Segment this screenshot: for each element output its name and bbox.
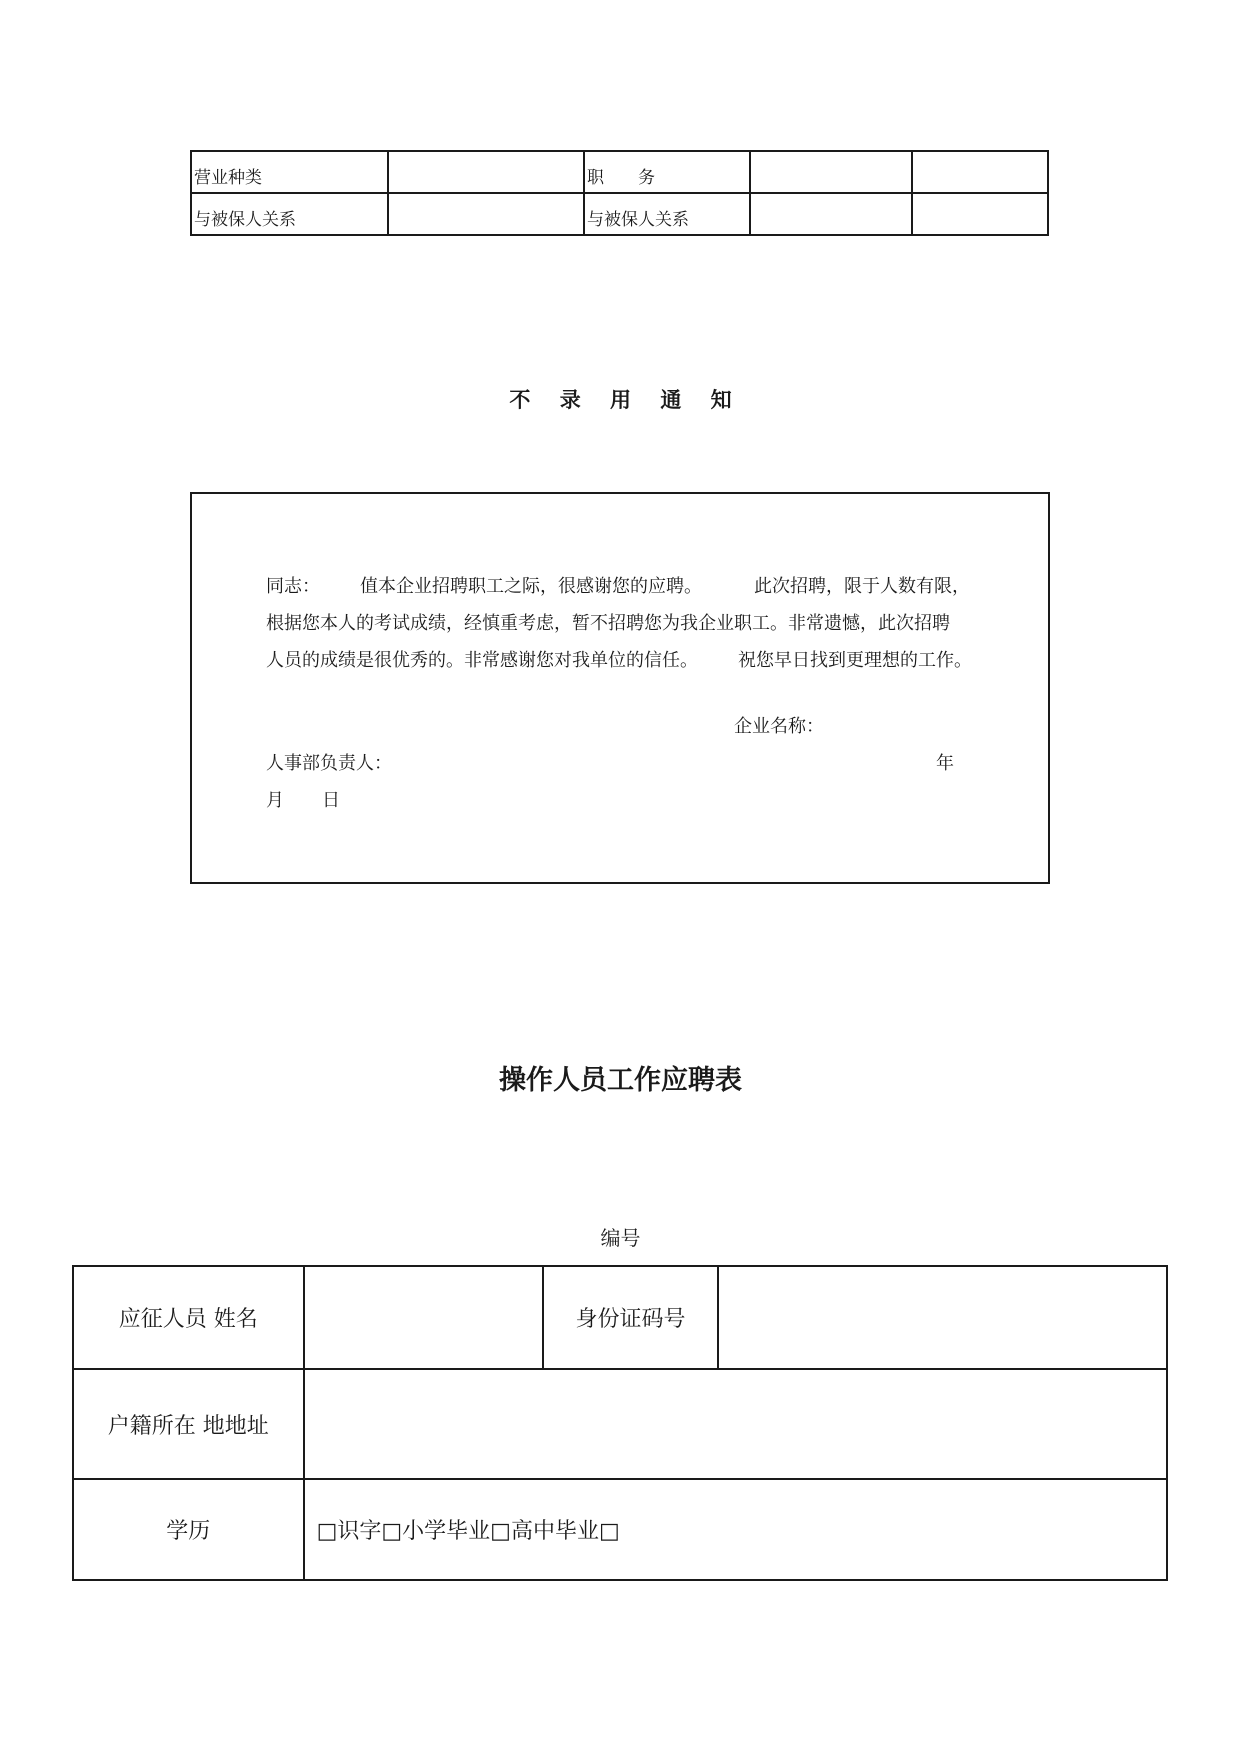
relation-cell[interactable] [388, 193, 584, 235]
business-type-cell[interactable] [388, 151, 584, 193]
extra-cell[interactable] [912, 151, 1048, 193]
table-row [73, 1369, 1167, 1479]
year-label: 年 [936, 753, 954, 774]
notice-text: 值本企业招聘职工之际，很感谢您的应聘。 [360, 576, 702, 597]
serial-number-label: 编号 [600, 1226, 641, 1250]
id-number-label: 身份证码号 [543, 1266, 718, 1369]
application-form-table [72, 1265, 1168, 1581]
household-address-field[interactable] [304, 1369, 1167, 1479]
notice-title-char: 通 [660, 388, 682, 412]
relation-label-2: 与被保人关系 [584, 193, 750, 235]
table-row [191, 151, 1048, 193]
notice-text: 此次招聘，限于人数有限， [754, 576, 970, 597]
notice-title-char: 知 [710, 388, 732, 412]
relation-cell-2[interactable] [750, 193, 913, 235]
position-cell[interactable] [750, 151, 913, 193]
notice-title [0, 384, 1241, 414]
rejection-notice-box [190, 492, 1050, 884]
position-label: 职 务 [584, 151, 750, 193]
table-row [73, 1479, 1167, 1580]
notice-text: 祝您早日找到更理想的工作。 [738, 650, 972, 671]
notice-title-char: 用 [610, 388, 631, 412]
company-name-label: 企业名称： [734, 716, 824, 737]
notice-title-char: 不 [509, 388, 531, 412]
day-label: 日 [322, 790, 340, 811]
table-row [73, 1266, 1167, 1369]
relation-label: 与被保人关系 [191, 193, 388, 235]
education-label: 学历 [73, 1479, 304, 1580]
notice-text: 人员的成绩是很优秀的。非常感谢您对我单位的信任。 [266, 650, 698, 671]
form-title: 操作人员工作应聘表 [499, 1065, 742, 1096]
hr-manager-label: 人事部负责人： [266, 753, 392, 774]
applicant-name-field[interactable] [304, 1266, 544, 1369]
extra-cell-2[interactable] [912, 193, 1048, 235]
month-label: 月 [266, 790, 284, 811]
table-row [191, 193, 1048, 235]
education-options[interactable]: □识字□小学毕业□高中毕业□ [304, 1479, 1167, 1580]
id-number-field[interactable] [718, 1266, 1167, 1369]
notice-text: 根据您本人的考试成绩，经慎重考虑，暂不招聘您为我企业职工。非常遗憾，此次招聘 [266, 613, 950, 634]
insured-relation-table [190, 150, 1049, 236]
household-address-label: 户籍所在 地地址 [73, 1369, 304, 1479]
notice-title-char: 录 [559, 388, 581, 412]
business-type-label: 营业种类 [191, 151, 388, 193]
notice-salutation: 同志： [266, 576, 320, 597]
applicant-name-label: 应征人员 姓名 [73, 1266, 304, 1369]
